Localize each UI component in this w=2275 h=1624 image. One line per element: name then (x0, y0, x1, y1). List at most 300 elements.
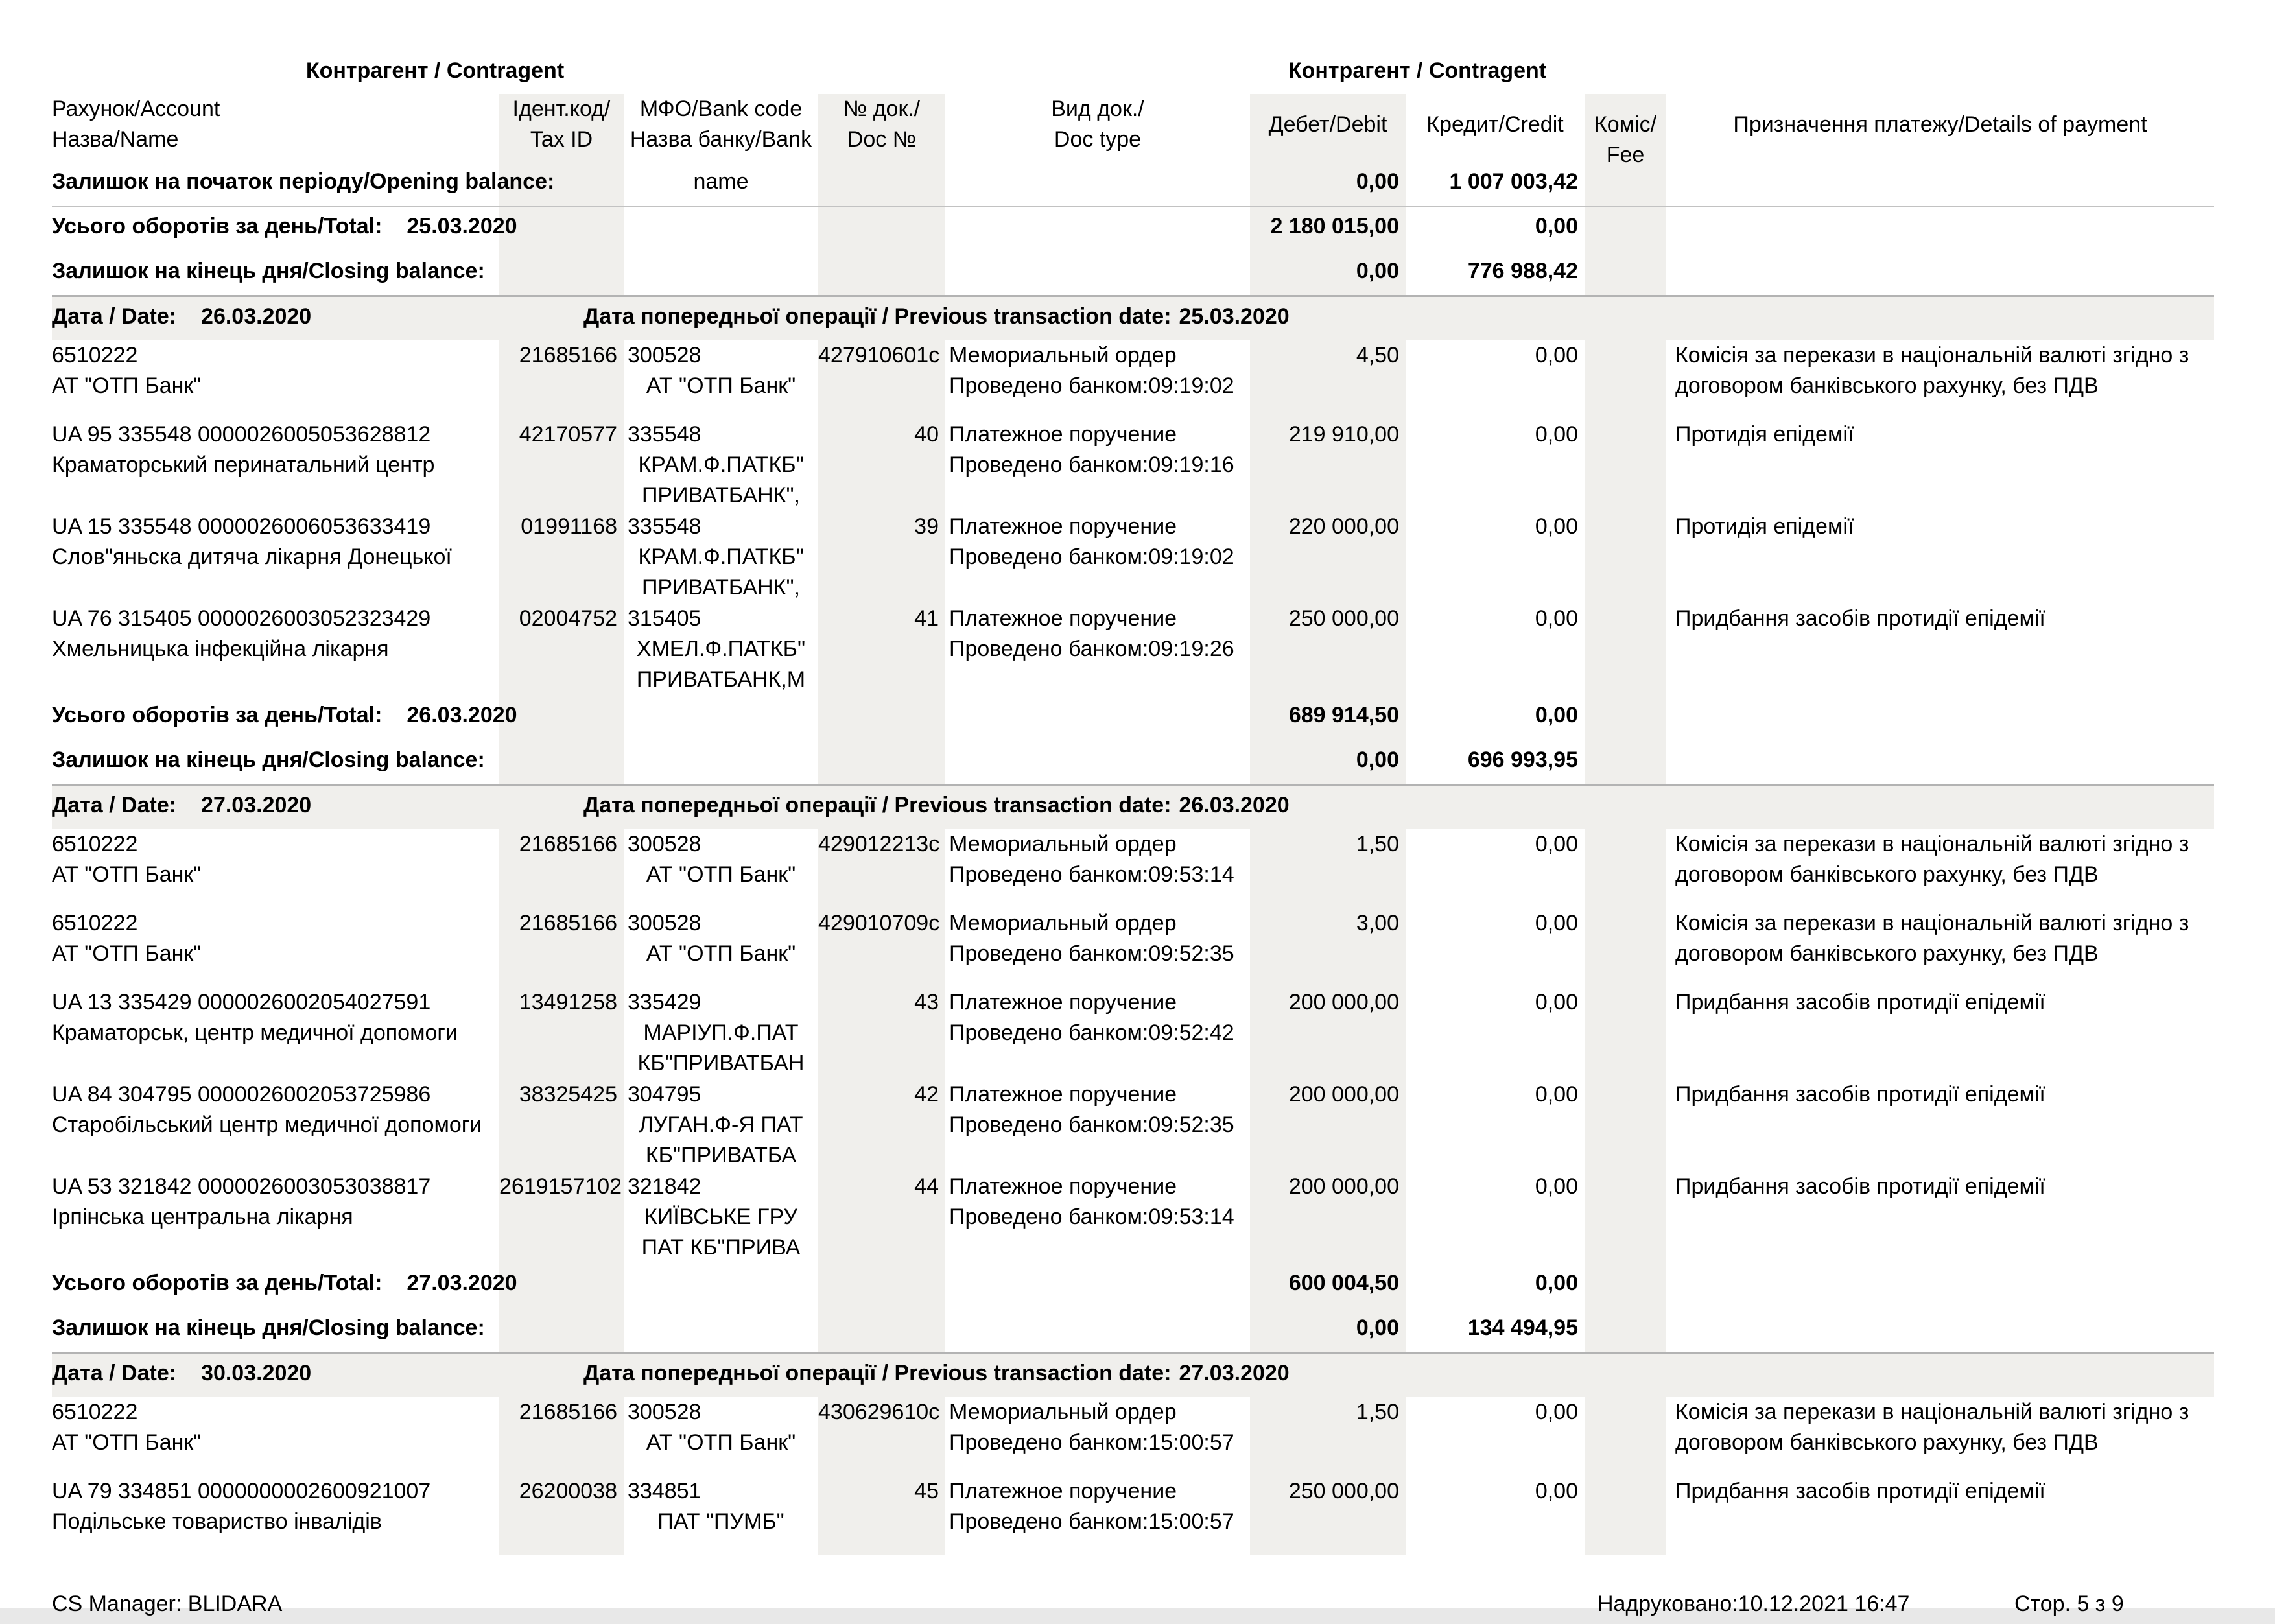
bank-name-line: КРАМ.Ф.ПАТКБ" (638, 453, 804, 477)
summary-debit-cell (1250, 256, 1406, 295)
empty-details-cell (1666, 256, 2214, 295)
processed-time: Проведено банком:15:00:57 (949, 1430, 1234, 1455)
statement-table (52, 94, 2214, 1555)
tax-id-cell (499, 829, 624, 908)
account-name: АТ "ОТП Банк" (52, 862, 202, 887)
debit-amount: 250 000,00 (1288, 606, 1399, 631)
column-header-bank-line: Назва банку/Bank (630, 127, 812, 152)
tax-id: 21685166 (519, 911, 617, 936)
tax-id: 21685166 (519, 1400, 617, 1424)
tax-id-cell (499, 1079, 624, 1171)
tax-id: 26200038 (519, 1479, 617, 1503)
tax-id: 21685166 (519, 832, 617, 856)
section-header-row (52, 297, 2214, 340)
tax-id-cell (499, 512, 624, 604)
bank-name-line: ПАТ КБ"ПРИВА (641, 1235, 801, 1260)
doc-no-cell (818, 1171, 945, 1264)
day-total-row-label: Усього оборотів за день/Total: (52, 214, 383, 239)
debit-amount: 0,00 (1356, 259, 1399, 283)
credit-cell (1406, 340, 1585, 419)
empty-fee-cell (1585, 256, 1666, 295)
doc-number: 430629610с (818, 1400, 940, 1424)
account-cell (52, 1476, 499, 1555)
account-name: Краматорський перинатальний центр (52, 453, 435, 477)
bank-name-line: АТ "ОТП Банк" (646, 862, 796, 887)
account-cell (52, 908, 499, 987)
bank-cell (624, 340, 818, 419)
bank-name-line: ХМЕЛ.Ф.ПАТКБ" (636, 637, 806, 661)
transaction-row (52, 604, 2214, 696)
account-number: UA 15 335548 0000026006053633419 (52, 514, 431, 539)
fee-cell (1585, 340, 1666, 419)
credit-amount: 0,00 (1535, 1082, 1578, 1107)
previous-transaction-date-label: Дата попередньої операції / Previous transaction date: (583, 793, 1172, 818)
debit-cell (1250, 1476, 1406, 1555)
debit-amount: 689 914,50 (1288, 703, 1399, 727)
tax-id-cell (499, 908, 624, 987)
transaction-row (52, 512, 2214, 604)
doc-number: 44 (914, 1174, 939, 1199)
section-date-label: Дата / Date: (52, 793, 177, 818)
processed-time: Проведено банком:09:52:35 (949, 941, 1234, 966)
empty-doc-type-cell (945, 211, 1250, 252)
payment-details: Придбання засобів протидії епідемії (1675, 1479, 2045, 1503)
details-cell (1666, 829, 2214, 908)
contragent-header-row (52, 58, 2275, 94)
doc-type-cell (945, 512, 1250, 604)
column-header-doc-no (818, 94, 945, 171)
account-number: UA 95 335548 0000026005053628812 (52, 422, 431, 447)
debit-amount: 0,00 (1356, 169, 1399, 194)
doc-number: 40 (914, 422, 939, 447)
doc-no-cell (818, 419, 945, 512)
summary-credit-cell (1406, 700, 1585, 740)
credit-amount: 696 993,95 (1467, 747, 1578, 772)
debit-cell (1250, 1079, 1406, 1171)
credit-cell (1406, 1476, 1585, 1555)
bank-mfo: 304795 (628, 1082, 701, 1107)
tax-id: 01991168 (521, 514, 617, 539)
doc-type-cell (945, 419, 1250, 512)
doc-type: Платежное поручение (949, 422, 1177, 447)
bank-name-line: КРАМ.Ф.ПАТКБ" (638, 545, 804, 569)
debit-amount: 600 004,50 (1288, 1271, 1399, 1295)
doc-type: Платежное поручение (949, 606, 1177, 631)
bank-name-line: ПРИВАТБАНК", (641, 575, 800, 600)
summary-bank-cell (624, 1268, 818, 1308)
fee-cell (1585, 512, 1666, 604)
empty-doc-no-cell (818, 1313, 945, 1352)
credit-amount: 0,00 (1535, 422, 1578, 447)
bank-mfo: 300528 (628, 832, 701, 856)
payment-details: Придбання засобів протидії епідемії (1675, 1174, 2045, 1199)
credit-cell (1406, 1397, 1585, 1476)
cs-manager-label: CS Manager: BLIDARA (52, 1592, 283, 1616)
tax-id: 02004752 (519, 606, 617, 631)
doc-type-cell (945, 829, 1250, 908)
credit-amount: 1 007 003,42 (1449, 169, 1578, 194)
column-header-doc-type-line: Вид док./ (1051, 97, 1144, 121)
credit-amount: 0,00 (1535, 214, 1578, 239)
bank-name-line: МАРІУП.Ф.ПАТ (643, 1020, 799, 1045)
transaction-row (52, 340, 2214, 419)
doc-number: 39 (914, 514, 939, 539)
debit-cell (1250, 340, 1406, 419)
bank-name-line: КБ"ПРИВАТБАН (637, 1051, 805, 1076)
bank-mfo: 315405 (628, 606, 701, 631)
payment-details: Придбання засобів протидії епідемії (1675, 606, 2045, 631)
bank-name-line: АТ "ОТП Банк" (646, 941, 796, 966)
empty-doc-no-cell (818, 700, 945, 740)
fee-cell (1585, 987, 1666, 1079)
debit-cell (1250, 1397, 1406, 1476)
summary-label-cell (52, 211, 624, 252)
account-number: 6510222 (52, 832, 138, 856)
account-cell (52, 1079, 499, 1171)
doc-type-cell (945, 604, 1250, 696)
empty-fee-cell (1585, 700, 1666, 740)
debit-amount: 3,00 (1356, 911, 1399, 936)
empty-doc-no-cell (818, 745, 945, 784)
account-number: UA 84 304795 0000026002053725986 (52, 1082, 431, 1107)
section-date: 30.03.2020 (201, 1361, 312, 1385)
debit-amount: 219 910,00 (1288, 422, 1399, 447)
account-name: Краматорськ, центр медичної допомоги (52, 1020, 458, 1045)
section-header-row (52, 786, 2214, 829)
summary-label-cell (52, 1313, 624, 1352)
credit-cell (1406, 987, 1585, 1079)
account-number: UA 53 321842 0000026003053038817 (52, 1174, 431, 1199)
details-cell (1666, 512, 2214, 604)
processed-time: Проведено банком:09:52:42 (949, 1020, 1234, 1045)
processed-time: Проведено банком:09:19:26 (949, 637, 1234, 661)
contragent-right-label: Контрагент / Contragent (1288, 58, 1547, 83)
account-name: Ірпінська центральна лікарня (52, 1205, 353, 1229)
bank-mfo: 335548 (628, 514, 701, 539)
credit-cell (1406, 908, 1585, 987)
doc-no-cell (818, 604, 945, 696)
transaction-row (52, 1171, 2214, 1264)
empty-details-cell (1666, 167, 2214, 206)
column-header-debit-label: Дебет/Debit (1268, 112, 1387, 137)
fee-cell (1585, 419, 1666, 512)
page-number: Стор. 5 з 9 (2014, 1592, 2124, 1616)
empty-fee-cell (1585, 745, 1666, 784)
bank-name-line: КБ"ПРИВАТБА (645, 1143, 797, 1168)
bank-name-line: АТ "ОТП Банк" (646, 373, 796, 398)
bank-cell (624, 908, 818, 987)
day-total-row-date: 27.03.2020 (407, 1271, 517, 1295)
debit-cell (1250, 829, 1406, 908)
credit-cell (1406, 1079, 1585, 1171)
empty-details-cell (1666, 211, 2214, 252)
opening-balance-row (52, 162, 2214, 207)
summary-debit-cell (1250, 745, 1406, 784)
payment-details: Придбання засобів протидії епідемії (1675, 1082, 2045, 1107)
summary-label-cell (52, 745, 624, 784)
doc-type: Мемориальный ордер (949, 1400, 1177, 1424)
debit-amount: 220 000,00 (1288, 514, 1399, 539)
account-name: Старобільський центр медичної допомоги (52, 1112, 482, 1137)
day-total-row (52, 1264, 2214, 1308)
summary-bank-cell (624, 1313, 818, 1352)
tax-id: 2619157102 (499, 1174, 622, 1199)
credit-amount: 0,00 (1535, 911, 1578, 936)
credit-amount: 0,00 (1535, 1174, 1578, 1199)
summary-bank-cell (624, 211, 818, 252)
doc-number: 45 (914, 1479, 939, 1503)
payment-details: Протидія епідемії (1675, 422, 1854, 447)
transaction-row (52, 829, 2214, 908)
debit-amount: 200 000,00 (1288, 1174, 1399, 1199)
column-header-credit (1406, 94, 1585, 171)
debit-amount: 0,00 (1356, 1315, 1399, 1340)
bank-cell (624, 1397, 818, 1476)
credit-amount: 0,00 (1535, 1271, 1578, 1295)
bank-name-line: ЛУГАН.Ф-Я ПАТ (639, 1112, 803, 1137)
tax-id-cell (499, 419, 624, 512)
doc-no-cell (818, 340, 945, 419)
doc-type-cell (945, 1171, 1250, 1264)
column-header-tax-id-line: Tax ID (530, 127, 593, 152)
debit-cell (1250, 987, 1406, 1079)
tax-id-cell (499, 604, 624, 696)
processed-time: Проведено банком:09:19:02 (949, 545, 1234, 569)
column-header-doc-type-line: Doc type (1054, 127, 1142, 152)
fee-cell (1585, 908, 1666, 987)
doc-type: Платежное поручение (949, 990, 1177, 1015)
bank-name-line: ПРИВАТБАНК,М (636, 667, 806, 692)
account-number: 6510222 (52, 1400, 138, 1424)
previous-transaction-date-label: Дата попередньої операції / Previous transaction date: (583, 1361, 1172, 1385)
doc-number: 41 (914, 606, 939, 631)
payment-details: Комісія за перекази в національній валюті згідно з договором банківського рахунку, без ПДВ (1675, 911, 2189, 966)
doc-type: Мемориальный ордер (949, 343, 1177, 368)
doc-type-cell (945, 987, 1250, 1079)
previous-transaction-date: 26.03.2020 (1179, 793, 1290, 818)
debit-amount: 1,50 (1356, 832, 1399, 856)
doc-type-cell (945, 908, 1250, 987)
column-header-bank-line: МФО/Bank code (639, 97, 803, 121)
bank-mfo: 334851 (628, 1479, 701, 1503)
summary-label-cell (52, 256, 624, 295)
account-cell (52, 512, 499, 604)
credit-cell (1406, 419, 1585, 512)
debit-amount: 1,50 (1356, 1400, 1399, 1424)
credit-amount: 0,00 (1535, 703, 1578, 727)
account-cell (52, 340, 499, 419)
empty-fee-cell (1585, 1313, 1666, 1352)
bank-name-line: ПАТ "ПУМБ" (657, 1509, 784, 1534)
column-header-fee-line: Fee (1606, 143, 1645, 167)
processed-time: Проведено банком:09:52:35 (949, 1112, 1234, 1137)
processed-time: Проведено банком:15:00:57 (949, 1509, 1234, 1534)
tax-id-cell (499, 987, 624, 1079)
doc-number: 43 (914, 990, 939, 1015)
details-cell (1666, 604, 2214, 696)
doc-no-cell (818, 1397, 945, 1476)
doc-number: 429010709с (818, 911, 940, 936)
summary-label-cell (52, 700, 624, 740)
day-total-row (52, 696, 2214, 740)
debit-cell (1250, 419, 1406, 512)
details-cell (1666, 1079, 2214, 1171)
doc-type: Платежное поручение (949, 1479, 1177, 1503)
doc-no-cell (818, 512, 945, 604)
doc-no-cell (818, 1079, 945, 1171)
day-total-row-date: 26.03.2020 (407, 703, 517, 727)
account-number: UA 13 335429 0000026002054027591 (52, 990, 431, 1015)
credit-amount: 0,00 (1535, 832, 1578, 856)
tax-id: 21685166 (519, 343, 617, 368)
tax-id: 38325425 (519, 1082, 617, 1107)
doc-type-cell (945, 340, 1250, 419)
column-header-credit-label: Кредит/Credit (1426, 112, 1564, 137)
processed-time: Проведено банком:09:53:14 (949, 1205, 1234, 1229)
empty-doc-type-cell (945, 167, 1250, 206)
summary-debit-cell (1250, 211, 1406, 252)
section-date-label: Дата / Date: (52, 1361, 177, 1385)
section-date-label: Дата / Date: (52, 304, 177, 329)
section-header-cell (52, 790, 2214, 829)
column-header-debit (1250, 94, 1406, 171)
column-header-fee-line: Коміс/ (1594, 112, 1657, 137)
tax-id-cell (499, 1476, 624, 1555)
details-cell (1666, 1476, 2214, 1555)
doc-type-cell (945, 1476, 1250, 1555)
credit-amount: 134 494,95 (1467, 1315, 1578, 1340)
summary-label-cell (52, 1268, 624, 1308)
account-cell (52, 829, 499, 908)
closing-balance-row (52, 740, 2214, 786)
doc-number: 429012213с (818, 832, 940, 856)
printed-timestamp: Надруковано:10.12.2021 16:47 (1597, 1592, 1910, 1616)
details-cell (1666, 987, 2214, 1079)
bank-mfo: 335429 (628, 990, 701, 1015)
summary-debit-cell (1250, 1268, 1406, 1308)
summary-debit-cell (1250, 1313, 1406, 1352)
details-cell (1666, 419, 2214, 512)
account-number: 6510222 (52, 343, 138, 368)
account-name: АТ "ОТП Банк" (52, 373, 202, 398)
empty-details-cell (1666, 1268, 2214, 1308)
doc-no-cell (818, 908, 945, 987)
debit-amount: 250 000,00 (1288, 1479, 1399, 1503)
transaction-row (52, 908, 2214, 987)
previous-transaction-date: 27.03.2020 (1179, 1361, 1290, 1385)
bank-cell (624, 1171, 818, 1264)
credit-amount: 776 988,42 (1467, 259, 1578, 283)
debit-amount: 0,00 (1356, 747, 1399, 772)
fee-cell (1585, 604, 1666, 696)
doc-type-cell (945, 1397, 1250, 1476)
doc-no-cell (818, 1476, 945, 1555)
summary-label-cell (52, 167, 624, 206)
day-total-row-label: Усього оборотів за день/Total: (52, 703, 383, 727)
bank-cell (624, 1079, 818, 1171)
summary-credit-cell (1406, 256, 1585, 295)
fee-cell (1585, 829, 1666, 908)
account-name: Слов"яньска дитяча лікарня Донецької (52, 545, 452, 569)
account-number: 6510222 (52, 911, 138, 936)
contragent-left-label: Контрагент / Contragent (305, 58, 565, 83)
summary-bank-cell (624, 700, 818, 740)
credit-amount: 0,00 (1535, 1479, 1578, 1503)
summary-debit-cell (1250, 167, 1406, 206)
account-number: UA 76 315405 0000026003052323429 (52, 606, 431, 631)
doc-type: Мемориальный ордер (949, 911, 1177, 936)
bank-mfo: 300528 (628, 1400, 701, 1424)
section-date: 26.03.2020 (201, 304, 312, 329)
transaction-row (52, 419, 2214, 512)
doc-type: Платежное поручение (949, 1082, 1177, 1107)
payment-details: Комісія за перекази в національній валюті згідно з договором банківського рахунку, без ПДВ (1675, 343, 2189, 398)
doc-type: Мемориальный ордер (949, 832, 1177, 856)
page-footer (52, 1592, 2214, 1624)
transaction-row (52, 1476, 2214, 1555)
doc-type: Платежное поручение (949, 1174, 1177, 1199)
opening-balance-row-label: Залишок на початок періоду/Opening balance: (52, 169, 555, 194)
tax-id: 13491258 (519, 990, 617, 1015)
doc-no-cell (818, 829, 945, 908)
doc-no-cell (818, 987, 945, 1079)
column-header-account-line: Назва/Name (52, 127, 179, 152)
tax-id-cell (499, 340, 624, 419)
credit-cell (1406, 1171, 1585, 1264)
column-header-bank (624, 94, 818, 171)
credit-cell (1406, 829, 1585, 908)
processed-time: Проведено банком:09:19:02 (949, 373, 1234, 398)
debit-amount: 200 000,00 (1288, 1082, 1399, 1107)
payment-details: Комісія за перекази в національній валюті згідно з договором банківського рахунку, без ПДВ (1675, 1400, 2189, 1455)
empty-doc-type-cell (945, 700, 1250, 740)
credit-amount: 0,00 (1535, 514, 1578, 539)
credit-cell (1406, 604, 1585, 696)
debit-cell (1250, 604, 1406, 696)
day-total-row-date: 25.03.2020 (407, 214, 517, 239)
section-header-cell (52, 301, 2214, 340)
account-cell (52, 987, 499, 1079)
debit-amount: 4,50 (1356, 343, 1399, 368)
account-name: АТ "ОТП Банк" (52, 1430, 202, 1455)
doc-type: Платежное поручение (949, 514, 1177, 539)
column-header-tax-id-line: Ідент.код/ (512, 97, 611, 121)
bank-cell (624, 1476, 818, 1555)
column-header-doc-no-line: № док./ (843, 97, 921, 121)
empty-doc-no-cell (818, 1268, 945, 1308)
column-header-details (1666, 94, 2214, 171)
empty-doc-no-cell (818, 167, 945, 206)
bank-cell (624, 419, 818, 512)
column-header-doc-type (945, 94, 1250, 171)
credit-amount: 0,00 (1535, 606, 1578, 631)
details-cell (1666, 1171, 2214, 1264)
account-number: UA 79 334851 0000000002600921007 (52, 1479, 431, 1503)
table-header-row (52, 94, 2214, 167)
empty-doc-type-cell (945, 1313, 1250, 1352)
details-cell (1666, 908, 2214, 987)
details-cell (1666, 1397, 2214, 1476)
empty-doc-no-cell (818, 256, 945, 295)
column-header-doc-no-line: Doc № (847, 127, 917, 152)
column-header-details-label: Призначення платежу/Details of payment (1733, 112, 2147, 137)
processed-time: Проведено банком:09:19:16 (949, 453, 1234, 477)
summary-credit-cell (1406, 1268, 1585, 1308)
fee-cell (1585, 1171, 1666, 1264)
debit-cell (1250, 1171, 1406, 1264)
column-header-bank-line: name (693, 169, 749, 194)
tax-id: 42170577 (519, 422, 617, 447)
